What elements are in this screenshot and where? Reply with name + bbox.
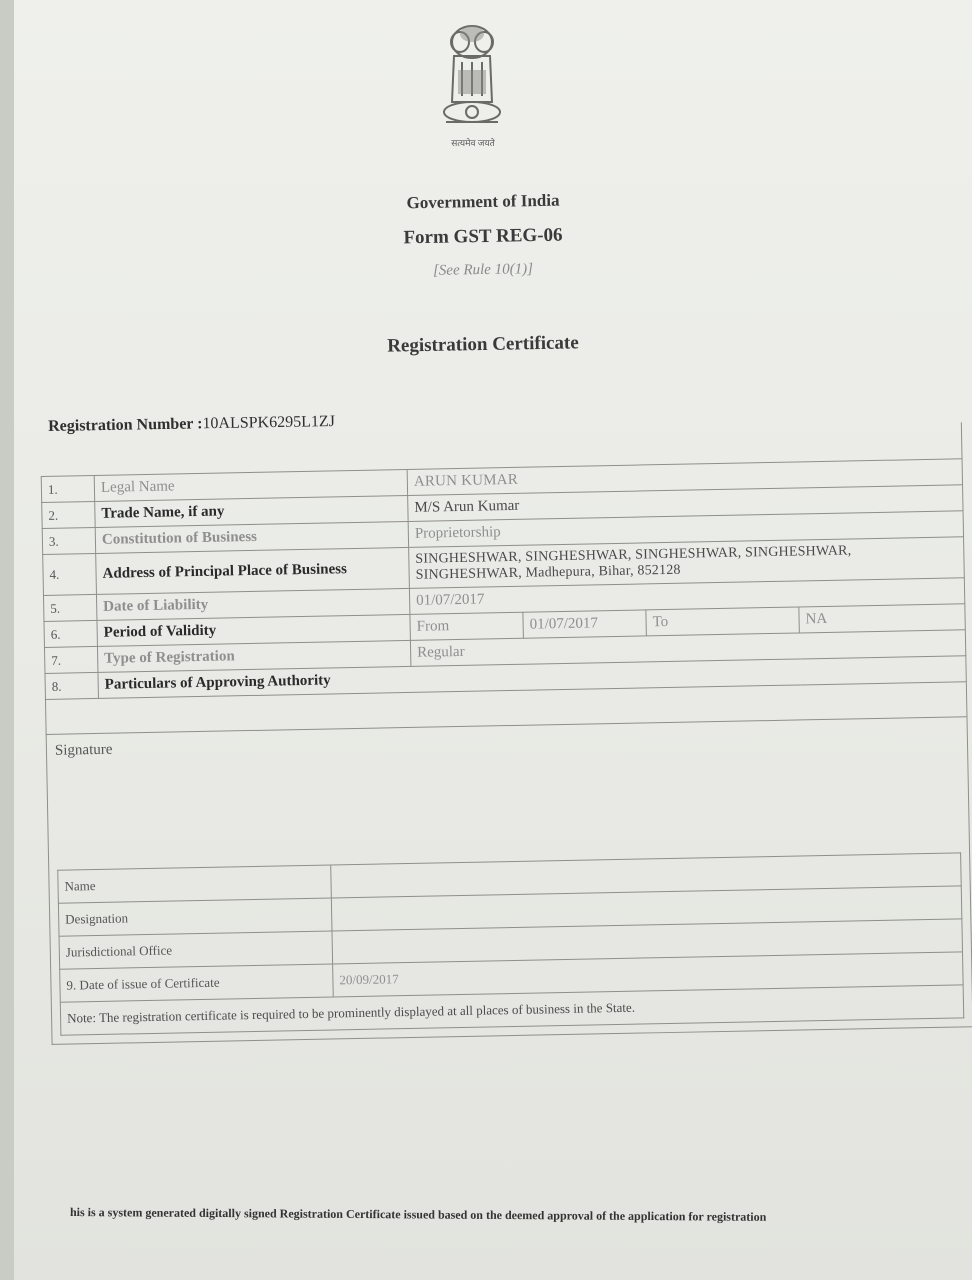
row-number: 3.: [42, 527, 95, 554]
page-shadow-edge: [0, 0, 14, 1280]
row-number: 2.: [42, 501, 95, 528]
signature-space: [55, 742, 961, 869]
emblem-caption: सत्यमेव जयते: [451, 138, 495, 148]
rule-reference: [See Rule 10(1)]: [432, 261, 534, 279]
constitution-value: Proprietorship: [408, 511, 963, 548]
address-value: SINGHESHWAR, SINGHESHWAR, SINGHESHWAR, SINGHESHWAR, SINGHESHWAR, Madhepura, Bihar, 852128: [409, 537, 965, 589]
registration-type-label: Type of Registration: [97, 640, 410, 672]
designation-label: Designation: [58, 898, 332, 936]
row-number: 7.: [44, 646, 97, 673]
certificate-title: Registration Certificate: [387, 332, 579, 357]
registration-type-value: Regular: [410, 630, 965, 667]
jurisdictional-office-label: Jurisdictional Office: [59, 931, 333, 969]
validity-from-value: 01/07/2017: [523, 610, 646, 638]
legal-name-label: Legal Name: [94, 469, 407, 501]
legal-name-value: ARUN KUMAR: [407, 459, 962, 496]
certificate-page: [14, 0, 972, 1280]
details-table: [40, 422, 972, 1148]
liability-date-value: 01/07/2017: [409, 578, 964, 615]
row-number: 6.: [44, 620, 97, 647]
signature-label: Signature: [54, 741, 113, 759]
display-note: Note: The registration certificate is required to be prominently displayed at all places of business in the State.: [60, 985, 963, 1035]
form-title: Form GST REG-06: [403, 224, 563, 249]
row-number: 1.: [41, 475, 94, 502]
system-generated-footer: his is a system generated digitally signed Registration Certificate issued based on the deemed approval of the application for registration: [69, 1204, 767, 1224]
validity-to-label: To: [646, 607, 799, 636]
name-label: Name: [58, 865, 332, 903]
table-row: [46, 717, 972, 1045]
signature-block: [46, 717, 972, 1045]
row-number: 8.: [45, 672, 98, 699]
registration-number-value: 10ALSPK6295L1ZJ: [202, 412, 336, 433]
liability-date-label: Date of Liability: [96, 588, 409, 620]
trade-name-value: M/S Arun Kumar: [408, 485, 963, 522]
row-number: 5.: [43, 594, 96, 621]
constitution-label: Constitution of Business: [95, 521, 408, 553]
trade-name-label: Trade Name, if any: [95, 495, 408, 527]
issue-date-label: 9. Date of issue of Certificate: [60, 964, 334, 1002]
authority-details-table: [57, 852, 964, 1035]
government-heading: Government of India: [406, 190, 560, 213]
row-number: 4.: [43, 553, 97, 595]
registration-number: [48, 413, 335, 436]
address-label: Address of Principal Place of Business: [96, 547, 410, 594]
validity-from-label: From: [410, 612, 523, 640]
national-emblem-icon: [432, 12, 512, 154]
validity-label: Period of Validity: [97, 614, 410, 646]
registration-number-label: Registration Number :: [48, 415, 203, 435]
validity-to-value: NA: [799, 604, 965, 633]
approving-authority-heading: Particulars of Approving Authority: [98, 656, 966, 699]
issue-date-value: 20/09/2017: [333, 952, 964, 997]
